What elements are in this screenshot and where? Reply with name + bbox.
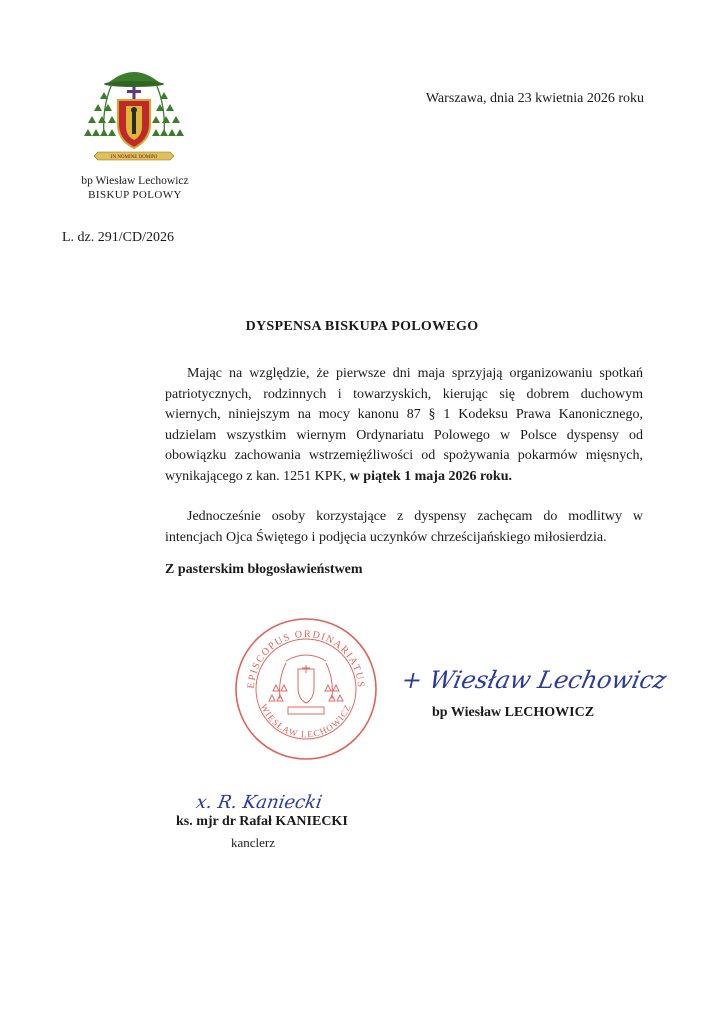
bishop-signature-icon — [399, 652, 670, 702]
paragraph-dispensation-date: w piątek 1 maja 2026 roku. — [349, 468, 512, 484]
chancellor-signature-text: x. R. Kaniecki — [194, 792, 324, 813]
chancellor-role: kanclerz — [231, 835, 276, 850]
place-date: Warszawa, dnia 23 kwietnia 2026 roku — [425, 91, 644, 106]
paragraph-dispensation-text: Mając na względzie, że pierwsze dni maja sprzyjają organizowaniu spotkań patriotycznych, rodzinnych i towarzyskich, kierując się dobrem duchowym wiernych, niniejszym na mocy kanonu 87 § 1 Kodeksu Prawa Kanonicznego, udzielam wszystkim wiernym Ordynariatu Polowego w Polsce dyspensy od obowiązku zachowania wstrzemięźliwości od spożywania pokarmów mięsnych, wynikającego z kan. 1251 KPK, — [165, 366, 643, 484]
paragraph-exhortation: Jednocześnie osoby korzystające z dyspensy zachęcam do modlitwy w intencjach Ojca Świętego i podjęcia uczynków chrześcijańskiego miłosierdzia. — [165, 509, 643, 545]
bishop-title: BISKUP POLOWY — [88, 189, 182, 201]
svg-text:EPISCOPUS ORDINARIATUS — [246, 629, 366, 689]
chancellor-printed-name: ks. mjr dr Rafał KANIECKI — [176, 814, 348, 829]
document-title: DYSPENSA BISKUPA POLOWEGO — [245, 319, 479, 334]
seal-text-bottom: WIESŁAW LECHOWICZ — [258, 702, 354, 740]
closing-line: Z pasterskim błogosławieństwem — [165, 562, 363, 577]
coat-of-arms-icon — [82, 66, 186, 166]
reference-number: L. dz. 291/CD/2026 — [62, 230, 174, 245]
official-seal-icon — [232, 615, 380, 763]
bishop-name: bp Wiesław Lechowicz — [81, 175, 189, 187]
bishop-signature-text: + Wiesław Lechowicz — [399, 665, 670, 694]
bishop-printed-name: bp Wiesław LECHOWICZ — [432, 705, 595, 720]
paragraph-dispensation — [165, 364, 643, 487]
crest-motto: IN NOMINE DOMINI — [110, 155, 158, 160]
seal-text-top: EPISCOPUS ORDINARIATUS — [245, 628, 367, 689]
svg-text:WIESŁAW LECHOWICZ — [259, 702, 353, 739]
chancellor-signature-icon — [194, 782, 324, 818]
